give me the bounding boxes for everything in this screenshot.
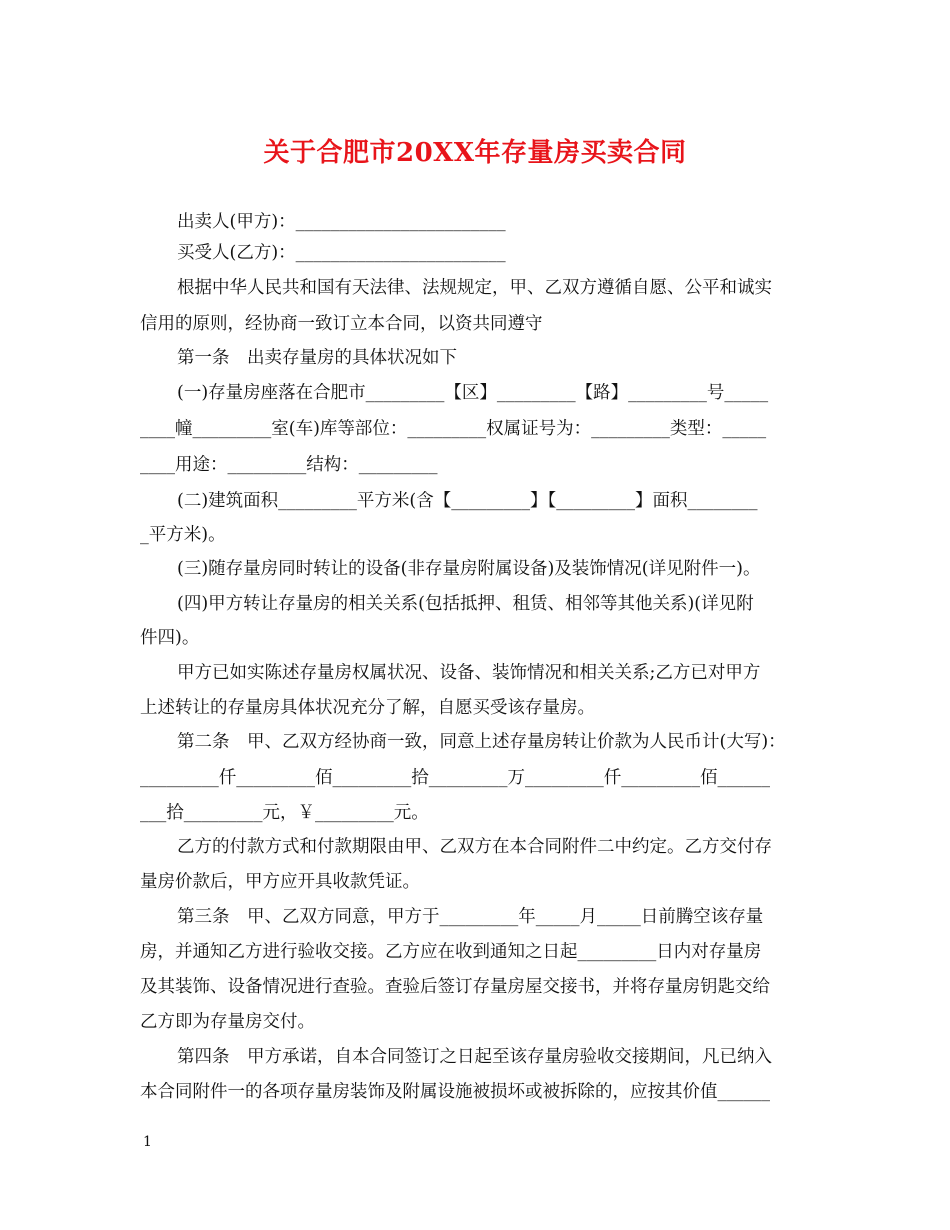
- paragraph-line: (一)存量房座落在合肥市_________【区】_________【路】_________号_____: [177, 383, 769, 403]
- paragraph-line: 根据中华人民共和国有天法律、法规规定，甲、乙双方遵循自愿、公平和诚实: [177, 278, 772, 298]
- paragraph-line: ___拾_________元，￥_________元。: [140, 803, 429, 823]
- article-heading: 第四条 甲方承诺，自本合同签订之日起至该存量房验收交接期间，凡已纳入: [177, 1047, 772, 1067]
- paragraph-line: (四)甲方转让存量房的相关关系(包括抵押、租赁、相邻等其他关系)(详见附: [177, 594, 754, 614]
- paragraph-line: 本合同附件一的各项存量房装饰及附属设施被损坏或被拆除的，应按其价值______: [140, 1082, 770, 1102]
- paragraph-line: 房，并通知乙方进行验收交接。乙方应在收到通知之日起_________日内对存量房: [140, 942, 762, 962]
- paragraph-line: 乙方的付款方式和付款期限由甲、乙双方在本合同附件二中约定。乙方交付存: [177, 837, 772, 857]
- buyer-line: 买受人(乙方)：________________________: [177, 243, 506, 263]
- paragraph-line: 及其装饰、设备情况进行查验。查验后签订存量房屋交接书，并将存量房钥匙交给: [140, 977, 770, 997]
- paragraph-line: _平方米)。: [140, 525, 226, 545]
- paragraph-line: ____幢_________室(车)库等部位：_________权属证号为：_________类型：_____: [140, 419, 767, 439]
- paragraph-line: 信用的原则，经协商一致订立本合同，以资共同遵守: [140, 314, 543, 334]
- article-heading: 第三条 甲、乙双方同意，甲方于_________年_____月_____日前腾空该存量: [177, 907, 764, 927]
- paragraph-line: 上述转让的存量房具体状况充分了解，自愿买受该存量房。: [140, 698, 595, 718]
- article-heading: 第二条 甲、乙双方经协商一致，同意上述存量房转让价款为人民币计(大写)：: [177, 732, 786, 752]
- paragraph-line: 甲方已如实陈述存量房权属状况、设备、装饰情况和相关关系;乙方已对甲方: [177, 663, 761, 683]
- paragraph-line: _________仟_________佰_________拾_________万_________仟_________佰______: [140, 768, 770, 788]
- paragraph-line: (三)随存量房同时转让的设备(非存量房附属设备)及装饰情况(详见附件一)。: [177, 559, 761, 579]
- paragraph-line: ____用途：_________结构：_________: [140, 455, 438, 475]
- paragraph-line: (二)建筑面积_________平方米(含【_________】【_________】面积________: [177, 491, 758, 511]
- paragraph-line: 件四)。: [140, 628, 200, 648]
- page-number: 1: [143, 1134, 152, 1150]
- article-heading: 第一条 出卖存量房的具体状况如下: [177, 348, 457, 368]
- seller-line: 出卖人(甲方)：________________________: [177, 212, 506, 232]
- paragraph-line: 量房价款后，甲方应开具收款凭证。: [140, 872, 420, 892]
- paragraph-line: 乙方即为存量房交付。: [140, 1012, 315, 1032]
- document-title: 关于合肥市20XX年存量房买卖合同: [263, 138, 687, 168]
